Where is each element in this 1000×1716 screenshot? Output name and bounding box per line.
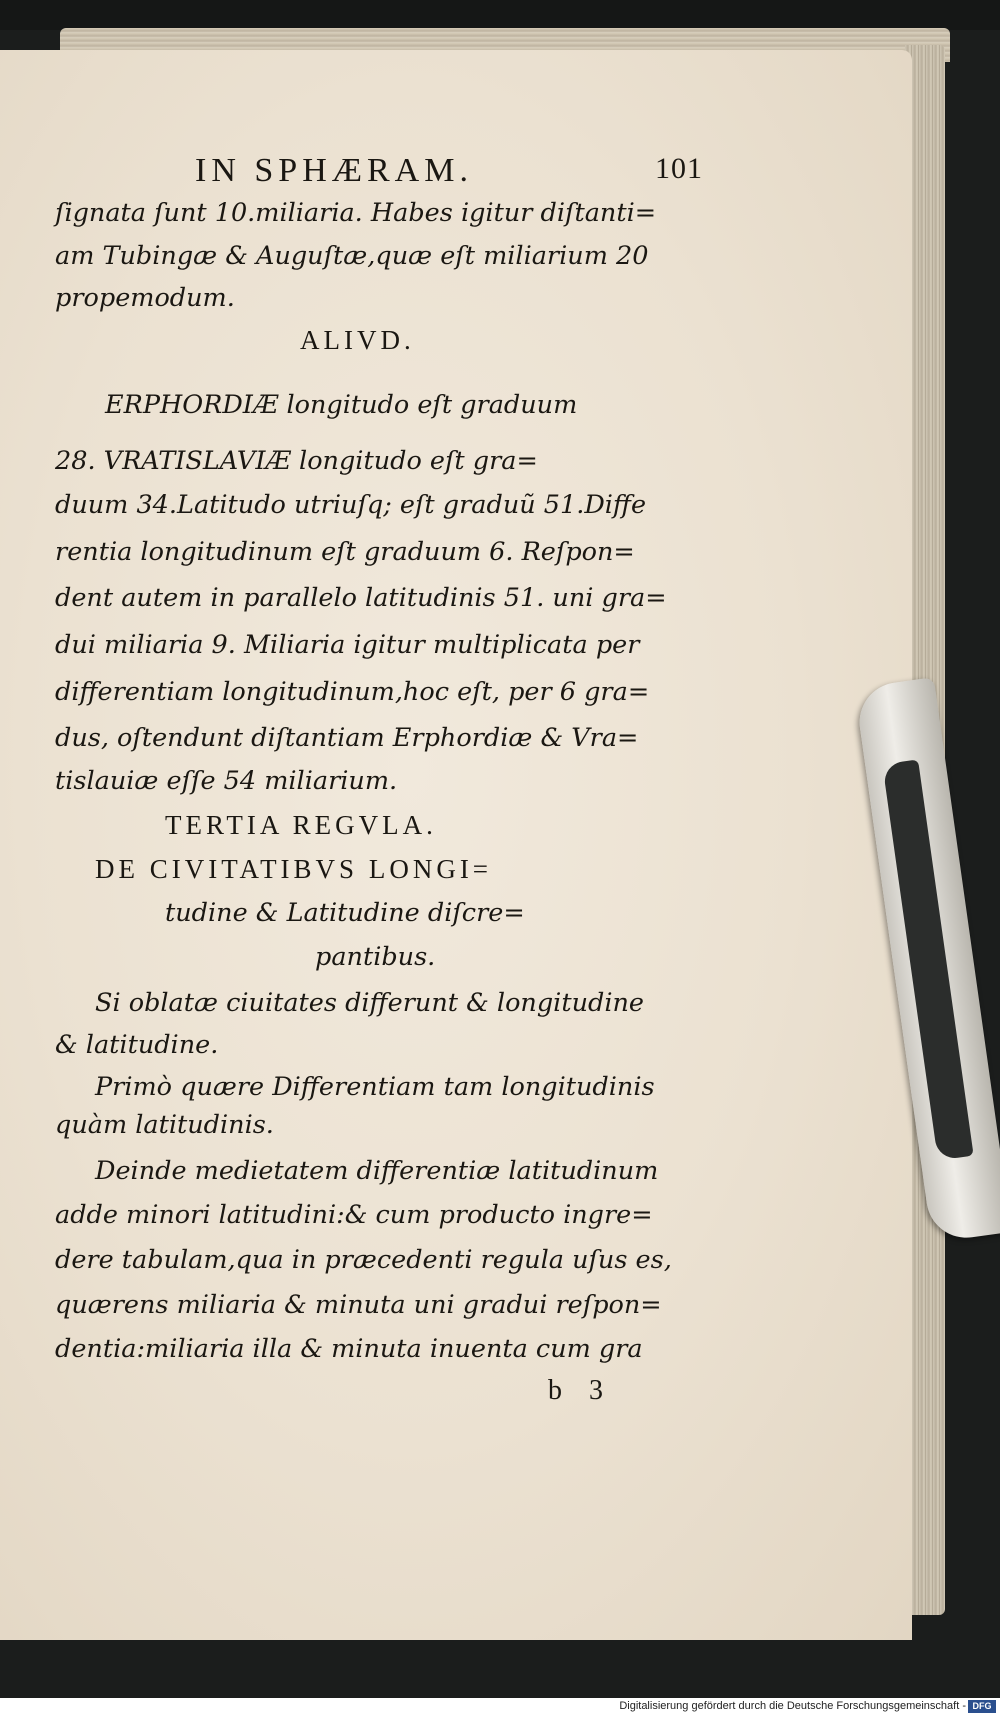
text-line: propemodum. xyxy=(55,283,235,313)
scanner-background xyxy=(0,0,1000,30)
text-line: & latitudine. xyxy=(55,1030,219,1060)
text-line: dere tabulam,qua in præcedenti regula uſus es, xyxy=(55,1245,672,1275)
digitization-credit: Digitalisierung gefördert durch die Deutsche Forschungsgemeinschaft - xyxy=(619,1700,966,1712)
text-line: 28. VRATISLAVIÆ longitudo eſt gra= xyxy=(55,446,538,476)
text-line: ſignata ſunt 10.miliaria. Habes igitur diſtanti= xyxy=(55,198,657,228)
text-line: Si oblatæ ciuitates differunt & longitudine xyxy=(95,988,644,1018)
text-line: dentia:miliaria illa & minuta inuenta cum gra xyxy=(55,1334,643,1364)
section-heading: ALIVD. xyxy=(300,325,415,355)
text-line: dui miliaria 9. Miliaria igitur multiplicata per xyxy=(55,630,640,660)
signature-letter: b xyxy=(548,1375,562,1406)
text-line: quærens miliaria & minuta uni gradui reſpon= xyxy=(55,1290,662,1320)
rule-subheading: DE CIVITATIBVS LONGI= xyxy=(95,854,493,884)
text-line: rentia longitudinum eſt graduum 6. Reſpon= xyxy=(55,537,635,567)
rule-subheading-line: tudine & Latitudine diſcre= xyxy=(165,898,525,928)
text-line: Deinde medietatem differentiæ latitudinum xyxy=(95,1156,659,1186)
running-header-title: IN SPHÆRAM. xyxy=(195,152,473,189)
text-line: ERPHORDIÆ longitudo eſt graduum xyxy=(105,390,578,420)
text-line: differentiam longitudinum,hoc eſt, per 6 gra= xyxy=(55,677,650,707)
rule-subheading-line: pantibus. xyxy=(315,942,436,972)
text-line: dus, oſtendunt diſtantiam Erphordiæ & Vra= xyxy=(55,723,639,753)
text-line: duum 34.Latitudo utriuſq; eſt graduũ 51.Diffe xyxy=(55,490,647,520)
dfg-logo: DFG xyxy=(968,1700,996,1713)
text-line: tislauiæ eſſe 54 miliarium. xyxy=(55,766,398,796)
signature-number: 3 xyxy=(589,1375,603,1406)
rule-heading: TERTIA REGVLA. xyxy=(165,810,437,840)
signature-mark xyxy=(548,1375,623,1407)
page-number: 101 xyxy=(655,152,703,185)
text-line: dent autem in parallelo latitudinis 51. uni gra= xyxy=(55,583,667,613)
text-line: quàm latitudinis. xyxy=(55,1110,274,1140)
text-line: Primò quære Differentiam tam longitudinis xyxy=(95,1072,655,1102)
text-line: adde minori latitudini:& cum producto ingre= xyxy=(55,1200,653,1230)
text-line: am Tubingæ & Auguſtæ,quæ eſt miliarium 20 xyxy=(55,241,649,271)
